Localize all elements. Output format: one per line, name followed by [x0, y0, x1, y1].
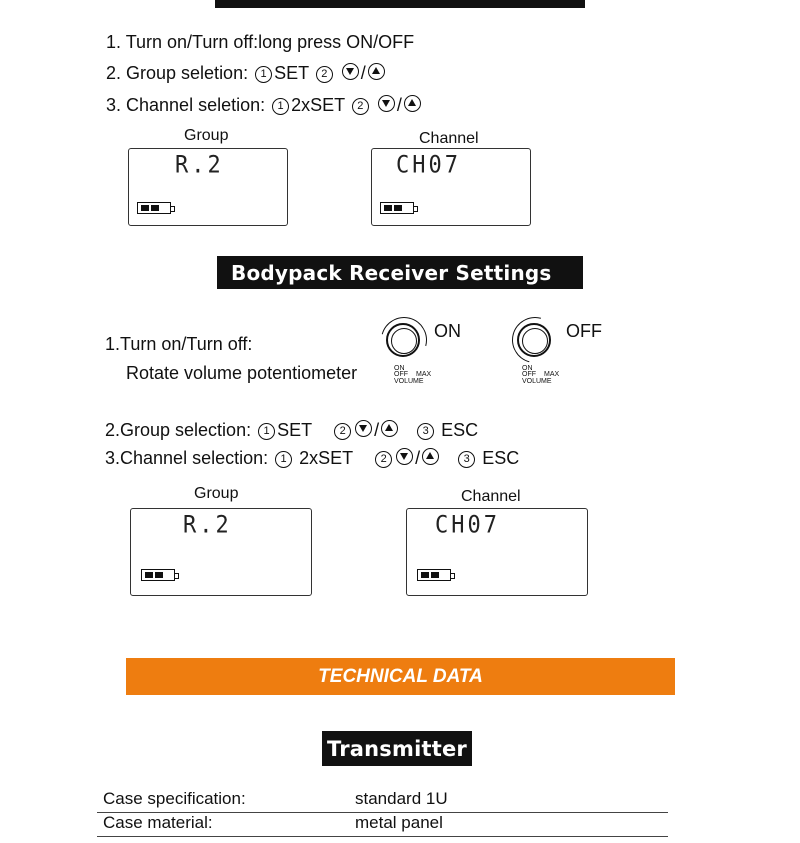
knob-caption-on: ON [394, 365, 405, 372]
top-section-banner [215, 0, 585, 8]
up-arrow-icon [381, 420, 398, 437]
receiver-settings-banner: Bodypack Receiver Settings [217, 256, 583, 289]
step-number-3: 3 [417, 423, 434, 440]
spec-value: standard 1U [355, 789, 448, 808]
knob-on-label: ON [434, 321, 461, 341]
up-arrow-icon [404, 95, 421, 112]
spec-row-case-material [97, 812, 668, 837]
rx-channel-display [406, 508, 588, 596]
knob-caption-volume: VOLUME [394, 378, 424, 385]
battery-icon [141, 569, 175, 581]
up-arrow-icon [368, 63, 385, 80]
rx-step-1-detail: Rotate volume potentiometer [126, 363, 358, 383]
battery-icon [417, 569, 451, 581]
step-number-2: 2 [375, 451, 392, 468]
tx-step-1: 1. Turn on/Turn off:long press ON/OFF [106, 32, 415, 52]
step-number-1: 1 [275, 451, 292, 468]
knob-caption-max: MAX [544, 371, 560, 378]
down-arrow-icon [355, 420, 372, 437]
battery-icon [137, 202, 171, 214]
tx-channel-value: CH07 [396, 151, 461, 180]
spec-label: Case specification: [103, 789, 246, 808]
technical-data-bar: TECHNICAL DATA [126, 658, 675, 695]
knob-caption-off: OFF [522, 371, 536, 378]
tx-channel-display [371, 148, 531, 226]
spec-label: Case material: [103, 813, 213, 832]
rx-group-value: R.2 [183, 511, 232, 540]
rx-step-1: 1.Turn on/Turn off: [105, 334, 253, 354]
volume-knob-icon [517, 323, 551, 357]
tx-step-2: 2. Group seletion: 1 SET 2 / [106, 63, 387, 84]
step-number-1: 1 [272, 98, 289, 115]
rx-step-3: 3.Channel selection: 1 2xSET 2 / 3 ESC [105, 448, 520, 468]
tx-group-label: Group [184, 127, 229, 144]
down-arrow-icon [342, 63, 359, 80]
knob-caption-max: MAX [416, 371, 432, 378]
battery-icon [380, 202, 414, 214]
tx-group-value: R.2 [175, 151, 224, 180]
step-number-2: 2 [334, 423, 351, 440]
step-number-1: 1 [255, 66, 272, 83]
down-arrow-icon [396, 448, 413, 465]
rx-group-display [130, 508, 312, 596]
spec-value: metal panel [355, 813, 443, 832]
rx-group-label: Group [194, 485, 239, 502]
tx-step-3: 3. Channel seletion: 1 2xSET 2 / [106, 95, 423, 116]
step-number-2: 2 [316, 66, 333, 83]
up-arrow-icon [422, 448, 439, 465]
rx-channel-value: CH07 [435, 511, 500, 540]
down-arrow-icon [378, 95, 395, 112]
tx-channel-label: Channel [419, 130, 479, 147]
volume-knob-icon [386, 323, 420, 357]
knob-off-label: OFF [566, 321, 602, 341]
rx-step-2: 2.Group selection: 1 SET 2 / 3 ESC [105, 420, 479, 440]
knob-caption-on: ON [522, 365, 533, 372]
step-number-3: 3 [458, 451, 475, 468]
rx-channel-label: Channel [461, 488, 521, 505]
knob-caption-off: OFF [394, 371, 408, 378]
knob-caption-volume: VOLUME [522, 378, 552, 385]
transmitter-banner: Transmitter [322, 731, 472, 766]
tx-group-display [128, 148, 288, 226]
step-number-2: 2 [352, 98, 369, 115]
spec-row-case-specification [97, 788, 668, 813]
step-number-1: 1 [258, 423, 275, 440]
